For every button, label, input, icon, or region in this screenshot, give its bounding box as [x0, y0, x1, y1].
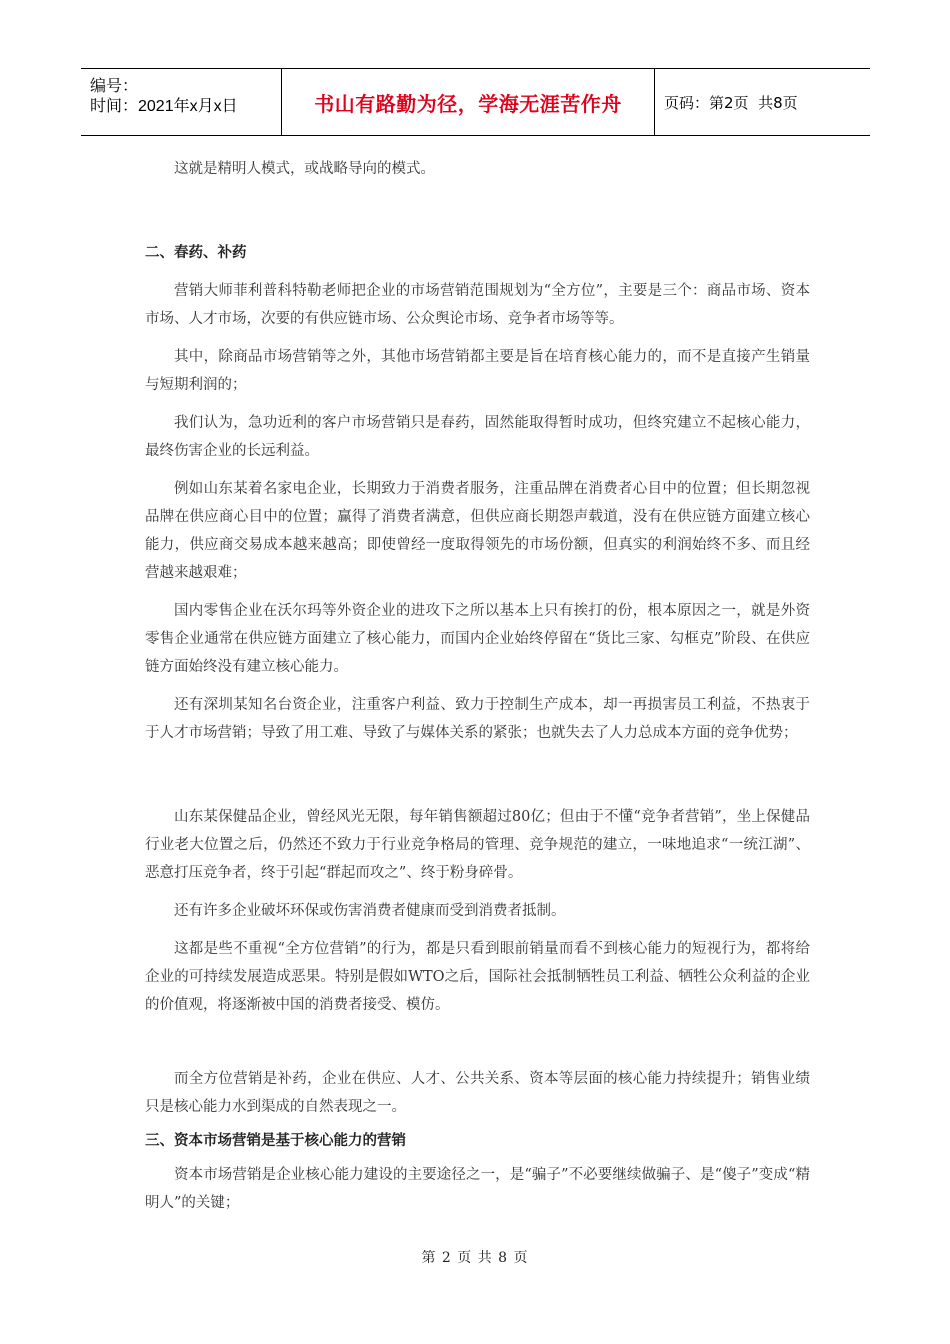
spacer	[145, 1019, 810, 1065]
paragraph: 还有许多企业破坏环保或伤害消费者健康而受到消费者抵制。	[174, 903, 566, 919]
page-header	[81, 68, 870, 136]
spacer	[145, 747, 810, 803]
paragraph: 这就是精明人模式，或战略导向的模式。	[174, 161, 435, 177]
paragraph: 山东某保健品企业，曾经风光无限，每年销售额超过80亿；但由于不懂“竞争者营销”，坐上保健品行业老大位置之后，仍然还不致力于行业竞争格局的管理、竞争规范的建立，一味地追求“一统江湖”、恶意打压竞争者，终于引起“群起而攻之”、终于粉身碎骨。	[145, 809, 810, 881]
paragraph: 国内零售企业在沃尔玛等外资企业的进攻下之所以基本上只有挨打的份，根本原因之一，就是外资零售企业通常在供应链方面建立了核心能力，而国内企业始终停留在“货比三家、勾框克”阶段、在供应链方面始终没有建立核心能力。	[145, 603, 810, 675]
date-label: 时间：2021年x月x日	[90, 98, 238, 115]
spacer	[145, 925, 810, 935]
spacer	[145, 681, 810, 691]
section-heading: 三、资本市场营销是基于核心能力的营销	[145, 1132, 406, 1149]
paragraph: 其中，除商品市场营销等之外，其他市场营销都主要是旨在培育核心能力的，而不是直接产生销量与短期利润的；	[145, 349, 810, 393]
paragraph: 营销大师菲利普科特勒老师把企业的市场营销范围规划为“全方位”，主要是三个：商品市场、资本市场、人才市场，次要的有供应链市场、公众舆论市场、竞争者市场等等。	[145, 283, 810, 327]
paragraph: 我们认为，急功近利的客户市场营销只是春药，固然能取得暂时成功，但终究建立不起核心能力，最终伤害企业的长远利益。	[145, 415, 810, 459]
spacer	[145, 587, 810, 597]
paragraph: 资本市场营销是企业核心能力建设的主要途径之一，是“骗子”不必要继续做骗子、是“傻子”变成“精明人”的关键；	[145, 1167, 810, 1211]
page-footer: 第 2 页 共 8 页	[421, 1250, 529, 1266]
spacer	[145, 333, 810, 343]
paragraph: 例如山东某着名家电企业，长期致力于消费者服务，注重品牌在消费者心目中的位置；但长期忽视品牌在供应商心目中的位置；赢得了消费者满意，但供应商长期怨声载道，没有在供应链方面建立核心能力，供应商交易成本越来越高；即使曾经一度取得领先的市场份额，但真实的利润始终不多、而且经营越来越艰难；	[145, 481, 810, 581]
paragraph: 这都是些不重视“全方位营销”的行为，都是只看到眼前销量而看不到核心能力的短视行为，都将给企业的可持续发展造成恶果。特别是假如WTO之后，国际社会抵制牺牲员工利益、牺牲公众利益的企业的价值观，将逐渐被中国的消费者接受、模仿。	[145, 941, 810, 1013]
spacer	[145, 267, 810, 277]
header-motto: 书山有路勤为径，学海无涯苦作舟	[282, 69, 655, 135]
spacer	[145, 887, 810, 897]
number-label: 编号：	[90, 78, 139, 95]
section-heading: 二、春药、补药	[145, 244, 247, 261]
header-meta-cell	[81, 69, 282, 135]
header-page-info-cell	[655, 69, 870, 135]
spacer	[145, 399, 810, 409]
spacer	[145, 465, 810, 475]
paragraph: 还有深圳某知名台资企业，注重客户利益、致力于控制生产成本，却一再损害员工利益，不热衷于于人才市场营销；导致了用工难、导致了与媒体关系的紧张；也就失去了人力总成本方面的竞争优势；	[145, 697, 810, 741]
spacer	[145, 183, 810, 239]
document-body	[145, 155, 810, 1217]
paragraph: 而全方位营销是补药，企业在供应、人才、公共关系、资本等层面的核心能力持续提升；销售业绩只是核心能力水到渠成的自然表现之一。	[145, 1071, 810, 1115]
header-page-info: 页码：第2页 共8页	[664, 93, 798, 112]
